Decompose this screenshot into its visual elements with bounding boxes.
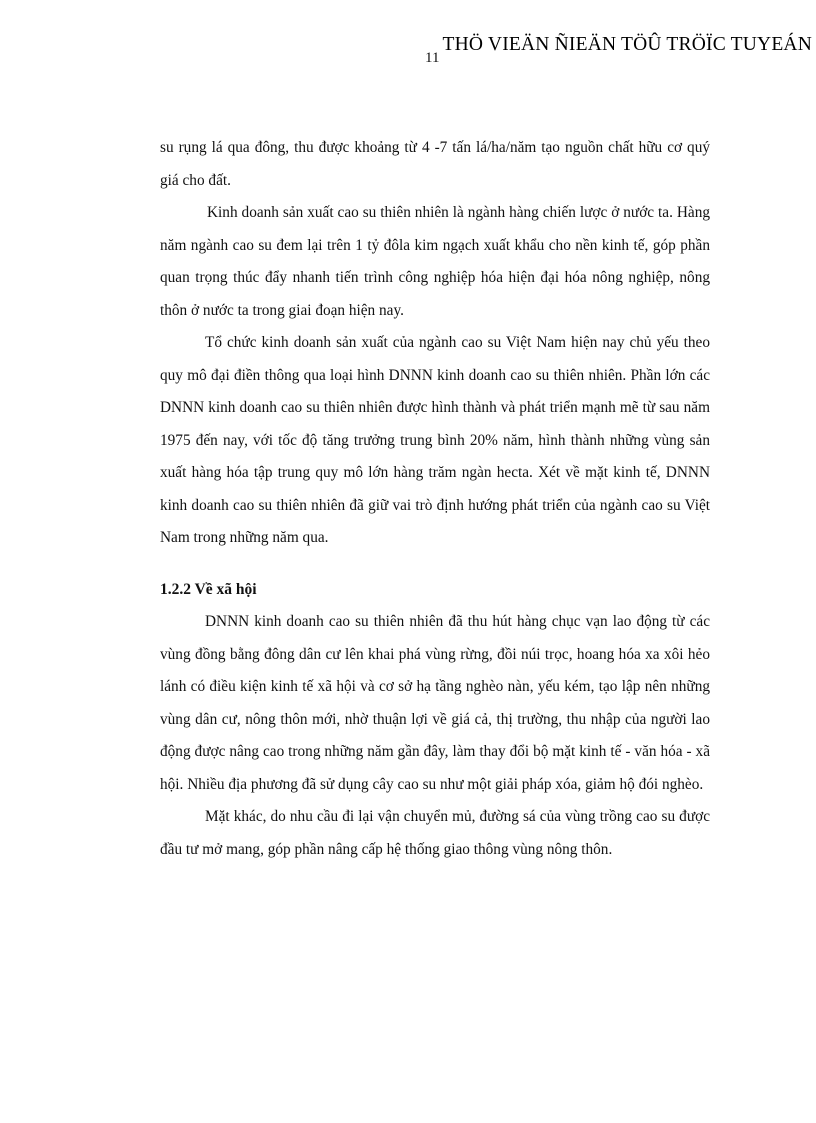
body-paragraph: Kinh doanh sản xuất cao su thiên nhiên là ngành hàng chiến lược ở nước ta. Hàng năm ngành cao su đem lại trên 1 tỷ đôla kim ngạch xuất khẩu cho nền kinh tế, góp phần quan trọng thúc đẩy nhanh tiến trình công nghiệp hóa hiện đại hóa nông nghiệp, nông thôn ở nước ta trong giai đoạn hiện nay.: [160, 204, 710, 319]
body-paragraph: Tổ chức kinh doanh sản xuất của ngành cao su Việt Nam hiện nay chủ yếu theo quy mô đại điền thông qua loại hình DNNN kinh doanh cao su thiên nhiên. Phần lớn các DNNN kinh doanh cao su thiên nhiên được hình thành và phát triển mạnh mẽ từ sau năm 1975 đến nay, với tốc độ tăng trưởng trung bình 20% năm, hình thành những vùng sản xuất hàng hóa tập trung quy mô lớn hàng trăm ngàn hecta. Xét về mặt kinh tế, DNNN kinh doanh cao su thiên nhiên đã giữ vai trò định hướng phát triển của ngành cao su Việt Nam trong những năm qua.: [160, 334, 710, 546]
section-paragraph: Mặt khác, do nhu cầu đi lại vận chuyển mủ, đường sá của vùng trồng cao su được đầu tư mở mang, góp phần nâng cấp hệ thống giao thông vùng nông thôn.: [160, 808, 710, 858]
page-number: 11: [425, 50, 440, 66]
section-paragraph: DNNN kinh doanh cao su thiên nhiên đã thu hút hàng chục vạn lao động từ các vùng đồng bằng đông dân cư lên khai phá vùng rừng, đồi núi trọc, hoang hóa xa xôi hẻo lánh có điều kiện kinh tế xã hội và cơ sở hạ tầng nghèo nàn, yếu kém, tạo lập nên những vùng dân cư, nông thôn mới, nhờ thuận lợi về giá cả, thị trường, thu nhập của người lao động được nâng cao trong những năm gần đây, làm thay đổi bộ mặt kinh tế - văn hóa - xã hội. Nhiều địa phương đã sử dụng cây cao su như một giải pháp xóa, giảm hộ đói nghèo.: [160, 613, 710, 793]
section-heading: 1.2.2 Về xã hội: [160, 580, 257, 598]
body-paragraph: su rụng lá qua đông, thu được khoảng từ 4 -7 tấn lá/ha/năm tạo nguồn chất hữu cơ quý giá cho đất.: [160, 139, 710, 189]
document-body: [160, 132, 710, 866]
library-watermark-header: THÖ VIEÄN ÑIEÄN TÖÛ TRÖÏC TUYEÁN: [442, 34, 812, 55]
